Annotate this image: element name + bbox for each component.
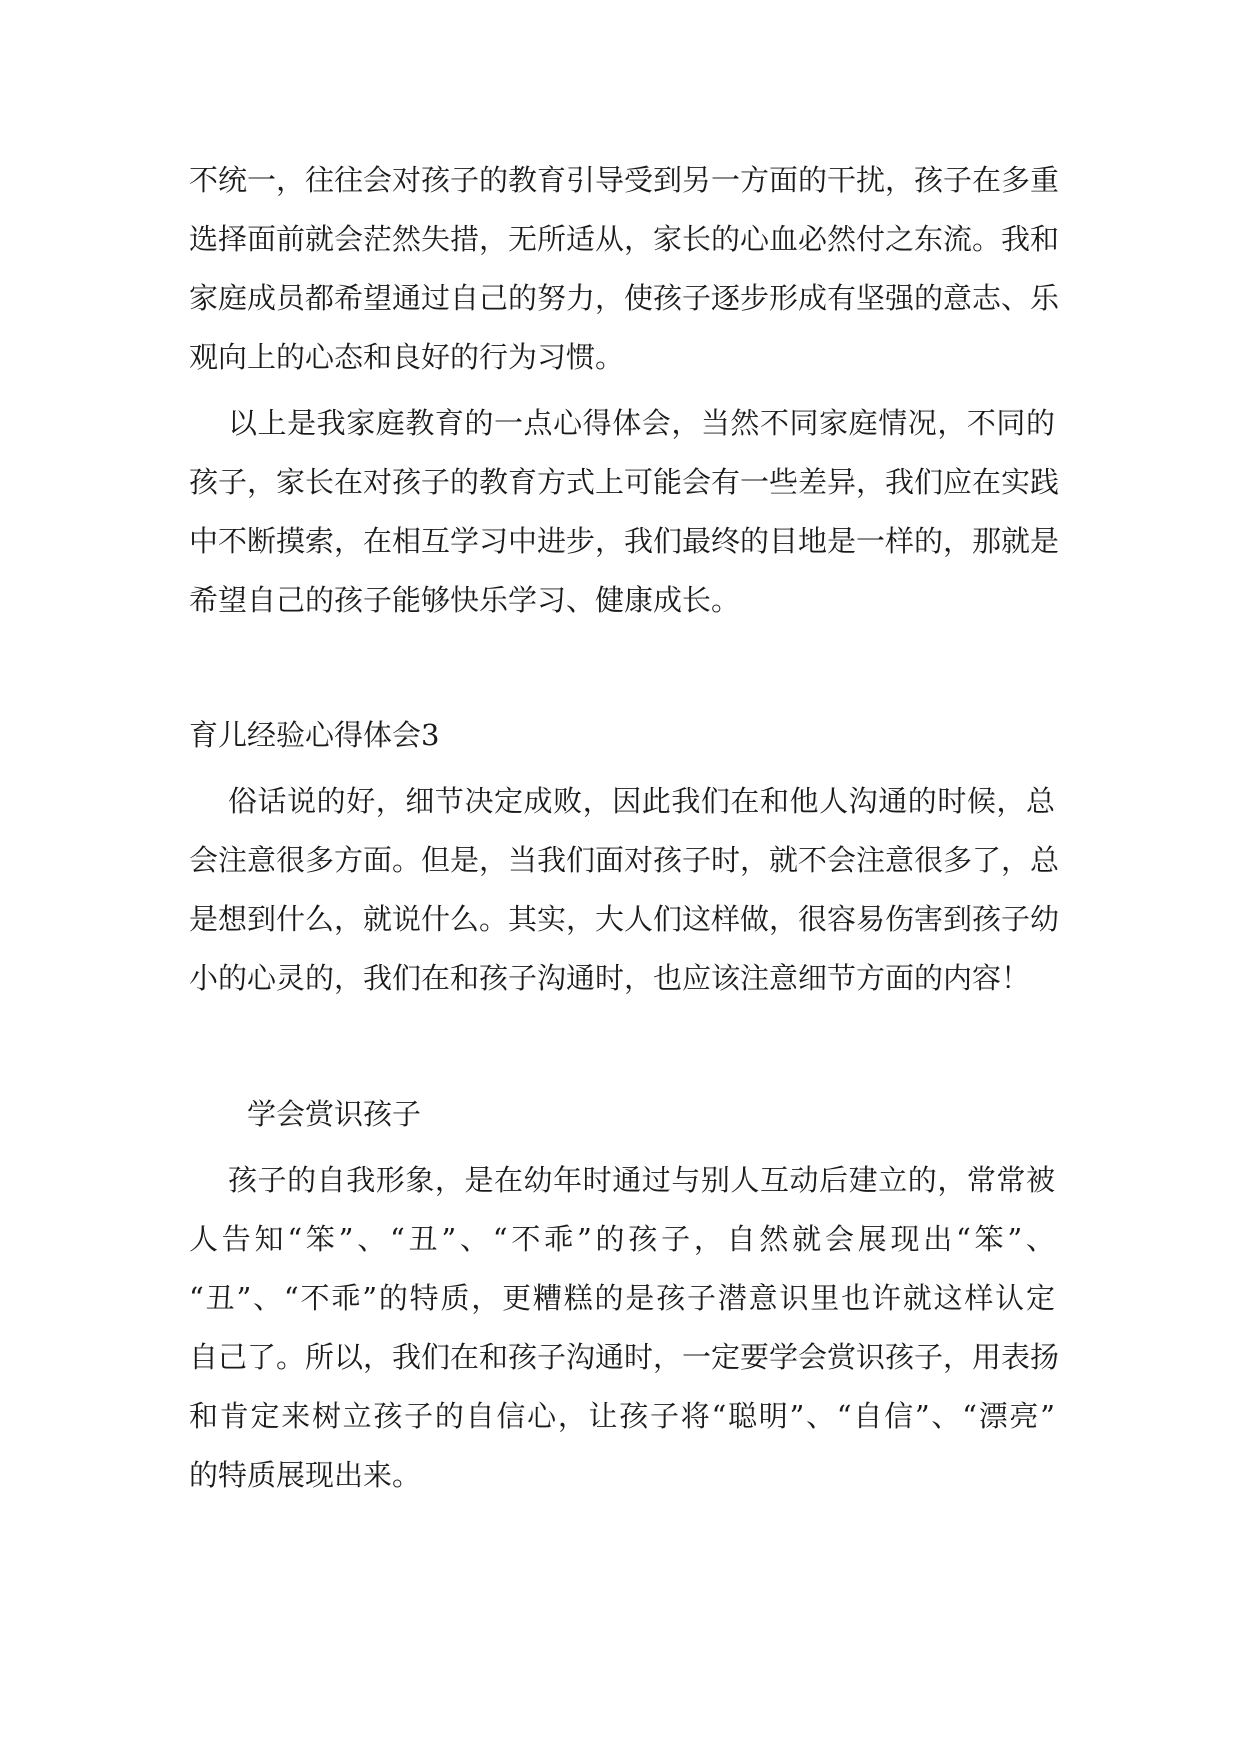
section-title: 育儿经验心得体会3 [189, 718, 440, 752]
paragraph-line: 人告知“笨”、“丑”、“不乖”的孩子，自然就会展现出“笨”、 [189, 1222, 1055, 1256]
paragraph-line: 和肯定来树立孩子的自信心，让孩子将“聪明”、“自信”、“漂亮” [189, 1399, 1055, 1433]
section-subtitle: 学会赏识孩子 [247, 1097, 422, 1131]
paragraph-line: 孩子，家长在对孩子的教育方式上可能会有一些差异，我们应在实践 [189, 465, 1060, 499]
paragraph-line: 观向上的心态和良好的行为习惯。 [189, 340, 625, 374]
paragraph-line: 选择面前就会茫然失措，无所适从，家长的心血必然付之东流。我和 [189, 222, 1060, 256]
paragraph-line: 不统一，往往会对孩子的教育引导受到另一方面的干扰，孩子在多重 [189, 163, 1060, 197]
paragraph-line: 中不断摸索，在相互学习中进步，我们最终的目地是一样的，那就是 [189, 524, 1060, 558]
paragraph-line: 的特质展现出来。 [189, 1458, 422, 1492]
paragraph-line: “丑”、“不乖”的特质，更糟糕的是孩子潜意识里也许就这样认定 [189, 1281, 1055, 1315]
paragraph-line: 孩子的自我形象，是在幼年时通过与别人互动后建立的，常常被 [228, 1163, 1055, 1197]
paragraph-line: 希望自己的孩子能够快乐学习、健康成长。 [189, 583, 741, 617]
paragraph-line: 以上是我家庭教育的一点心得体会，当然不同家庭情况，不同的 [228, 406, 1055, 440]
paragraph-line: 俗话说的好，细节决定成败，因此我们在和他人沟通的时候，总 [228, 784, 1055, 818]
paragraph-line: 家庭成员都希望通过自己的努力，使孩子逐步形成有坚强的意志、乐 [189, 281, 1060, 315]
paragraph-line: 小的心灵的，我们在和孩子沟通时，也应该注意细节方面的内容！ [189, 961, 1031, 995]
paragraph-line: 自己了。所以，我们在和孩子沟通时，一定要学会赏识孩子，用表扬 [189, 1340, 1060, 1374]
paragraph-line: 会注意很多方面。但是，当我们面对孩子时，就不会注意很多了，总 [189, 843, 1060, 877]
paragraph-line: 是想到什么，就说什么。其实，大人们这样做，很容易伤害到孩子幼 [189, 902, 1060, 936]
